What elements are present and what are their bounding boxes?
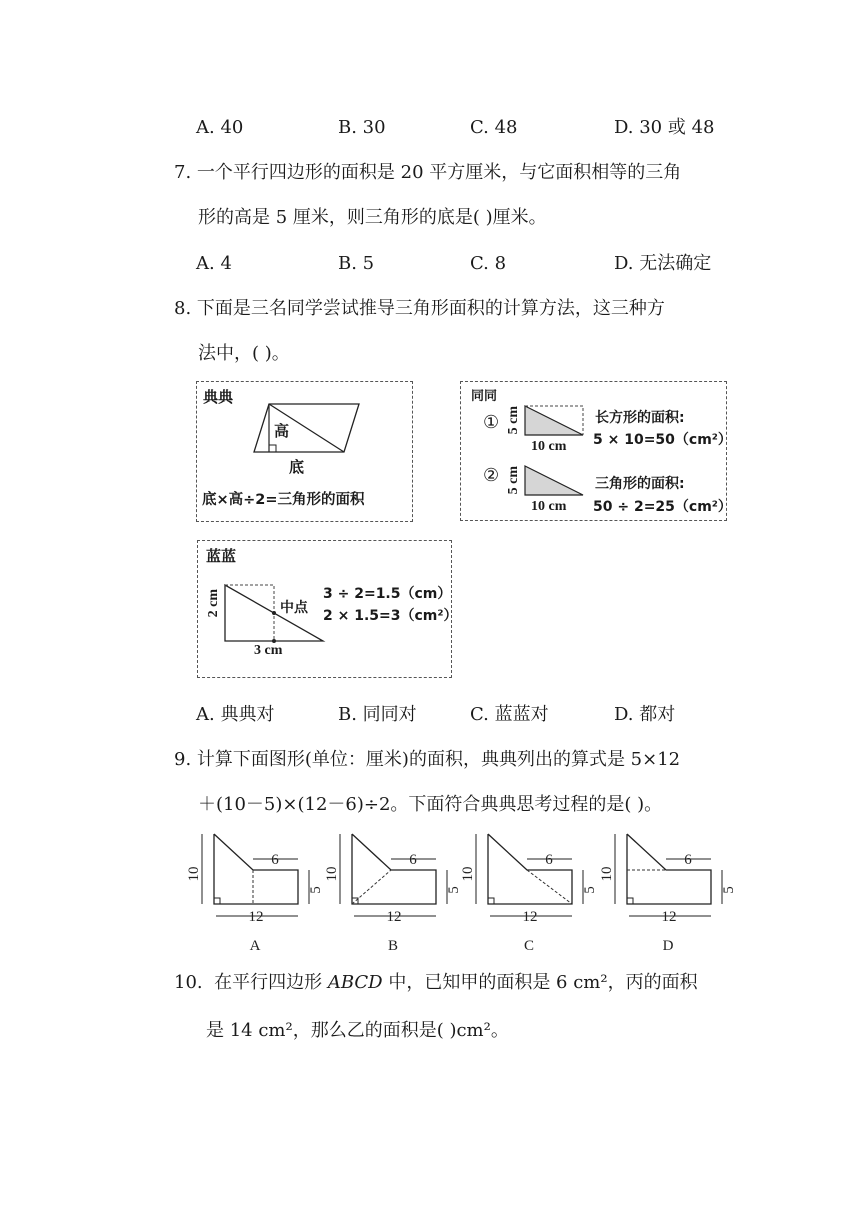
q9-label-left-D: 10	[599, 866, 615, 882]
q8-option-d[interactable]: D. 都对	[614, 704, 676, 725]
tongtong-rect-height-label: 5 cm	[506, 406, 521, 435]
tongtong-tri-width-label: 10 cm	[531, 499, 567, 514]
lanlan-formula-2: 2 × 1.5=3（cm²）	[323, 608, 458, 624]
q7-option-d[interactable]: D. 无法确定	[614, 253, 712, 274]
q9-option-label-B: B	[387, 938, 399, 954]
q9-figures	[186, 826, 740, 958]
q9-text-line1: 9. 计算下面图形(单位：厘米)的面积，典典列出的算式是 5×12	[174, 749, 681, 770]
q9-shape-C	[488, 834, 572, 904]
q9-label-bottom-B: 12	[386, 909, 402, 925]
tongtong-step1-marker: ①	[483, 412, 500, 433]
diandian-name: 典典	[203, 388, 234, 406]
q9-label-right-C: 5	[582, 886, 598, 894]
q10-text-line2: 是 14 cm²，那么乙的面积是( )cm²。	[206, 1020, 509, 1041]
tongtong-rect-area-formula: 5 × 10=50（cm²）	[593, 432, 732, 448]
lanlan-width-label: 3 cm	[254, 643, 283, 658]
q9-label-top-B: 6	[409, 852, 417, 868]
q8-option-a[interactable]: A. 典典对	[196, 704, 275, 725]
q9-label-left-C: 10	[460, 866, 476, 882]
q9-label-right-A: 5	[308, 886, 324, 894]
diandian-height-label: 高	[274, 422, 290, 440]
q9-dashed-line-B	[352, 870, 391, 904]
q9-shape-D	[627, 834, 711, 904]
tongtong-tri-height-label: 5 cm	[506, 466, 521, 495]
q7-option-a[interactable]: A. 4	[196, 253, 232, 274]
q8-text-line1: 8. 下面是三名同学尝试推导三角形面积的计算方法，这三种方	[174, 298, 665, 319]
q9-right-angle-D	[627, 898, 633, 904]
q9-option-label-C: C	[523, 938, 535, 954]
diandian-base-label: 底	[289, 458, 305, 476]
q9-right-angle-C	[488, 898, 494, 904]
q9-label-right-D: 5	[721, 886, 737, 894]
q10-text-line1	[174, 971, 698, 995]
q7-option-c[interactable]: C. 8	[470, 253, 507, 274]
q6-option-d[interactable]: D. 30 或 48	[614, 117, 715, 138]
tongtong-rect-area-title: 长方形的面积:	[595, 410, 685, 426]
q10-text-post: 中，已知甲的面积是 6 cm²，丙的面积	[382, 972, 698, 993]
q7-text-line2: 形的高是 5 厘米，则三角形的底是( )厘米。	[198, 207, 547, 228]
q9-label-top-A: 6	[271, 852, 279, 868]
tongtong-rect-width-label: 10 cm	[531, 439, 567, 454]
q9-label-left-B: 10	[324, 866, 340, 882]
q6-option-a[interactable]: A. 40	[196, 117, 244, 138]
tongtong-box	[460, 381, 732, 521]
q9-option-label-A: A	[249, 938, 261, 954]
q9-label-top-D: 6	[684, 852, 692, 868]
q6-option-b[interactable]: B. 30	[338, 117, 386, 138]
lanlan-name: 蓝蓝	[206, 547, 237, 565]
q7-option-b[interactable]: B. 5	[338, 253, 375, 274]
tongtong-step2-marker: ②	[483, 465, 500, 486]
q7-text-line1: 7. 一个平行四边形的面积是 20 平方厘米，与它面积相等的三角	[174, 162, 682, 183]
q9-dashed-line-C	[527, 870, 572, 904]
diandian-formula: 底×高÷2=三角形的面积	[202, 492, 365, 508]
q9-text-line2: ＋(10－5)×(12－6)÷2。下面符合典典思考过程的是( )。	[198, 794, 663, 815]
lanlan-formula-1: 3 ÷ 2=1.5（cm）	[323, 586, 452, 602]
lanlan-midpoint-label: 中点	[280, 600, 308, 616]
diandian-box	[196, 381, 413, 522]
q8-option-b[interactable]: B. 同同对	[338, 704, 417, 725]
tongtong-tri-area-formula: 50 ÷ 2=25（cm²）	[593, 499, 732, 515]
q9-label-bottom-C: 12	[522, 909, 538, 925]
q9-shape-A	[214, 834, 298, 904]
tongtong-tri-area-title: 三角形的面积:	[595, 476, 685, 492]
lanlan-height-label: 2 cm	[206, 589, 221, 618]
q10-abcd: ABCD	[327, 972, 383, 993]
q8-option-c[interactable]: C. 蓝蓝对	[470, 704, 549, 725]
tongtong-name: 同同	[471, 389, 498, 404]
q10-number: 10.	[174, 972, 203, 993]
q9-option-label-D: D	[662, 938, 674, 954]
q6-option-c[interactable]: C. 48	[470, 117, 518, 138]
q9-label-top-C: 6	[545, 852, 553, 868]
q9-label-left-A: 10	[186, 866, 202, 882]
lanlan-box	[197, 540, 458, 678]
q9-label-bottom-D: 12	[661, 909, 677, 925]
q9-label-right-B: 5	[446, 886, 462, 894]
q8-text-line2: 法中，( )。	[198, 343, 290, 364]
q10-text-pre: 在平行四边形	[214, 972, 328, 993]
q9-label-bottom-A: 12	[248, 909, 264, 925]
q9-right-angle-A	[214, 898, 220, 904]
